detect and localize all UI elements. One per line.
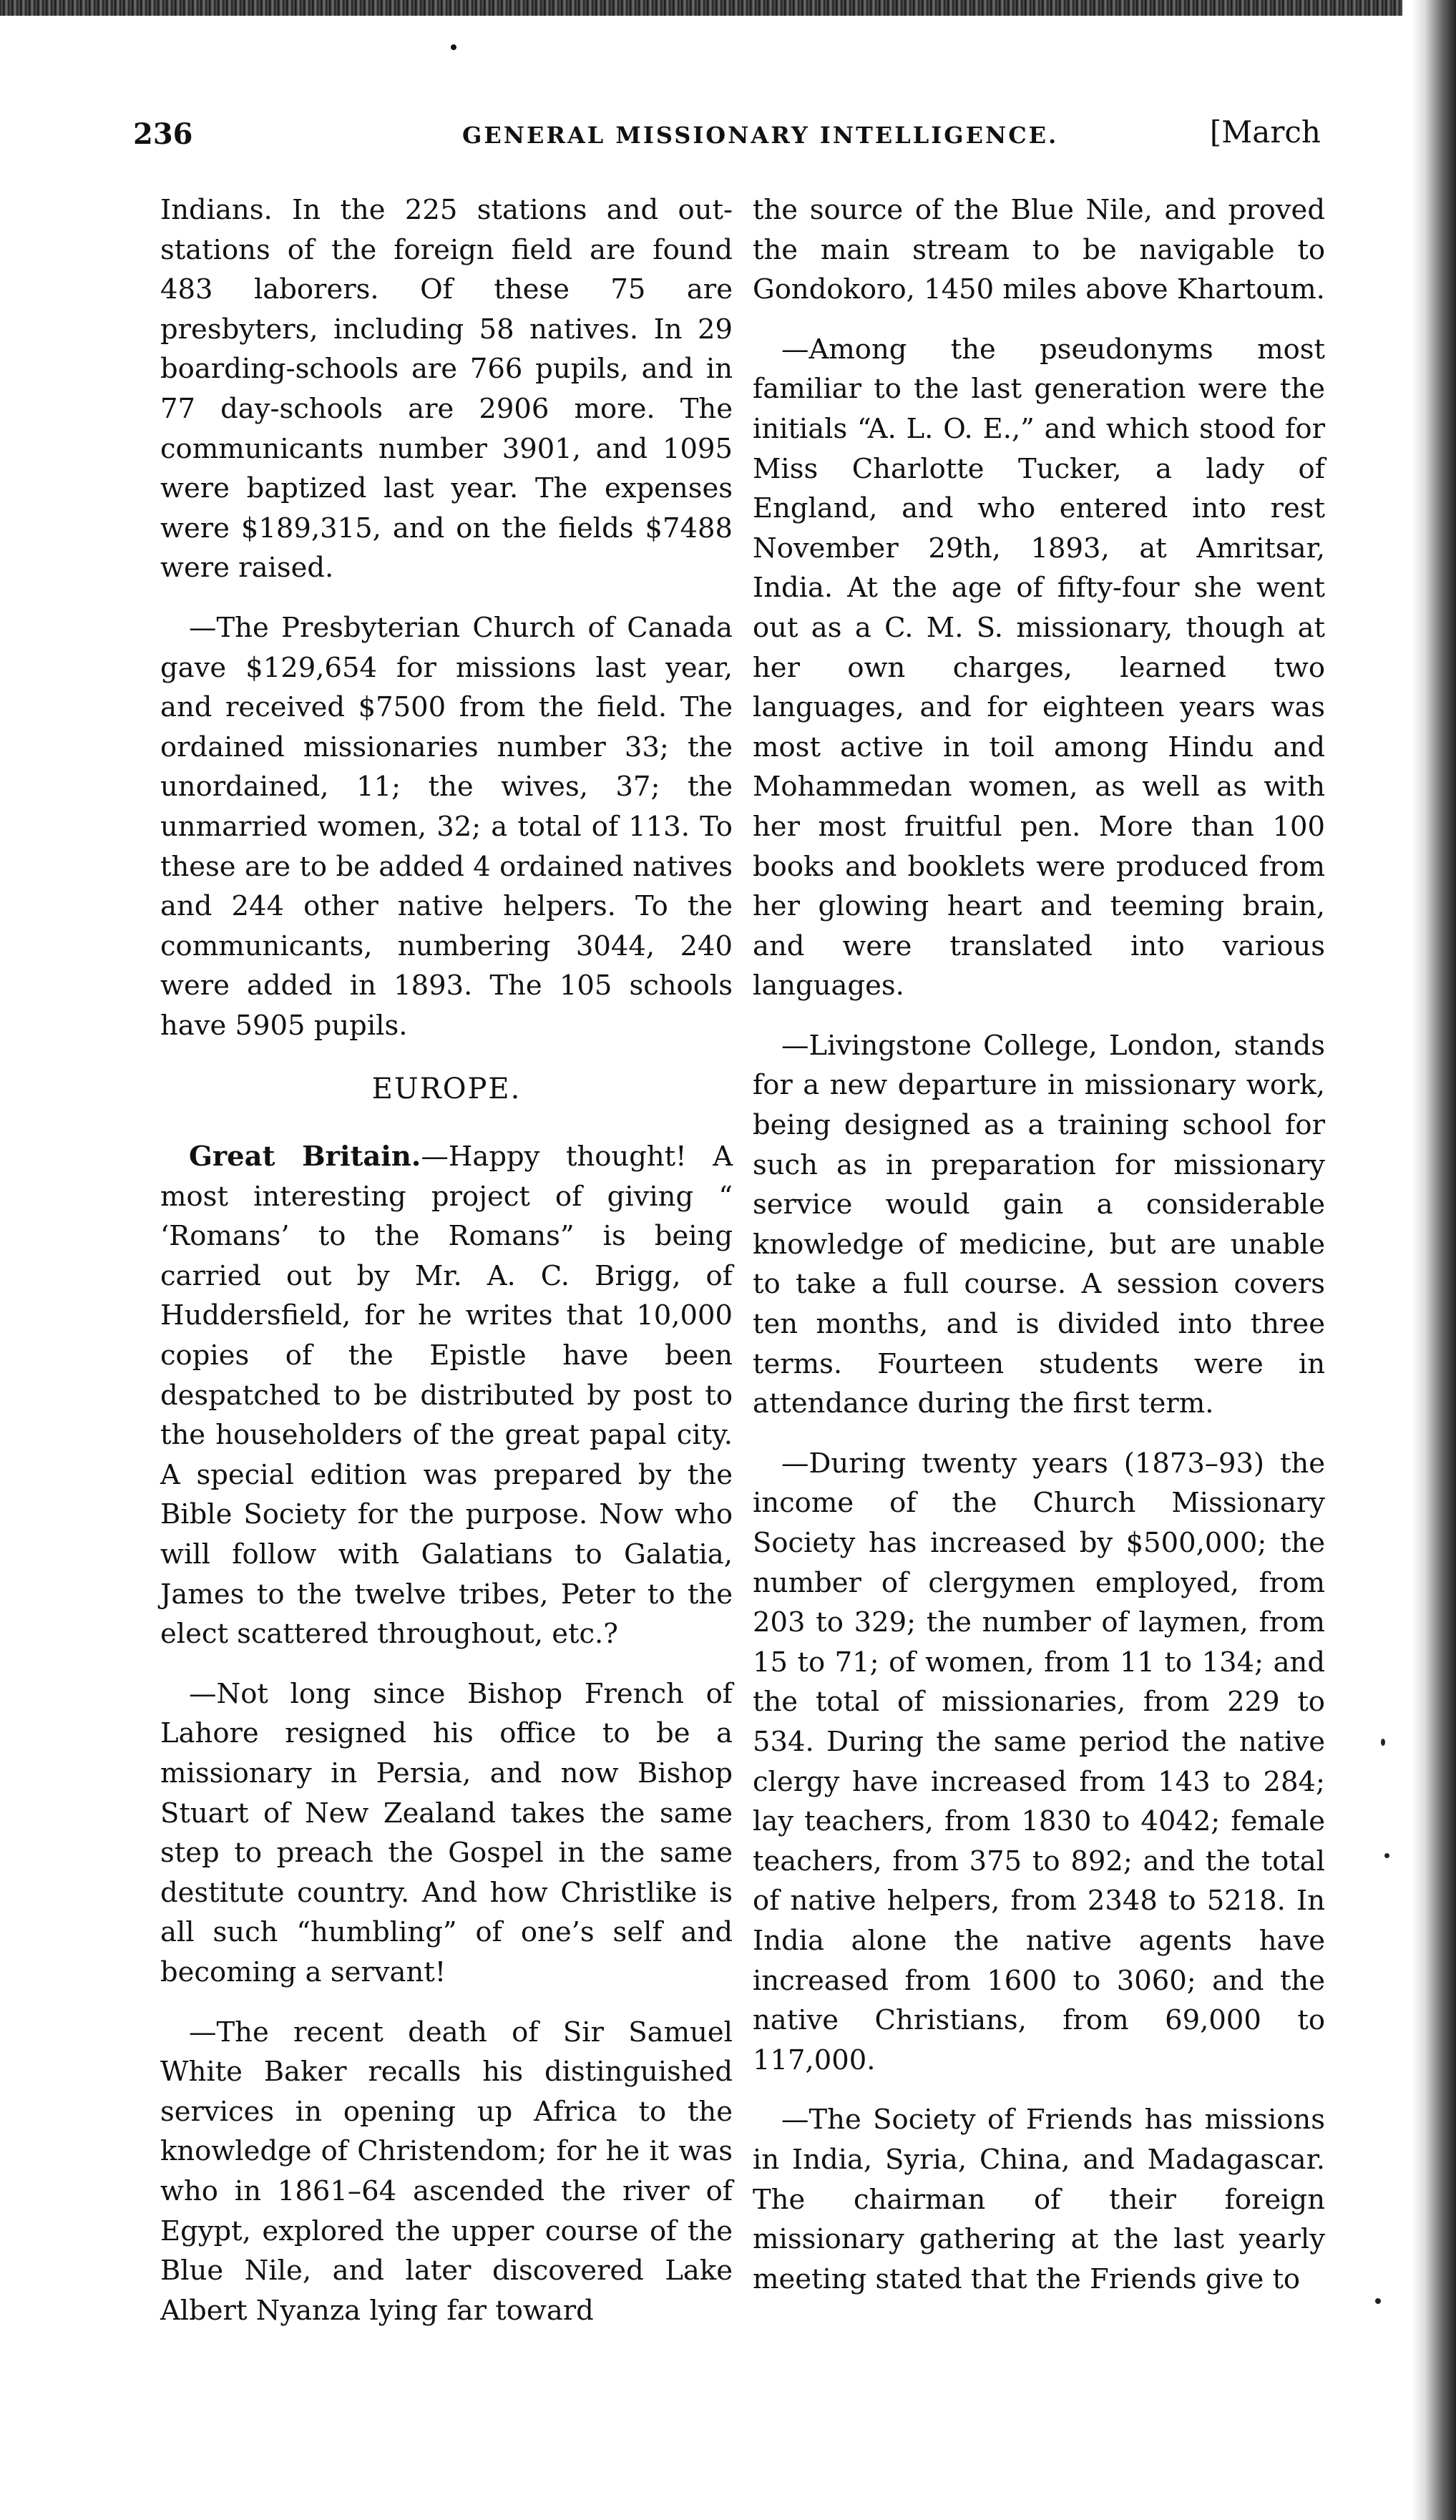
- paragraph: —During twenty years (1873–93) the income of the Church Missionary Society has increased by $500,000; the number of clergymen employed, from 203 to 329; the number of laymen, from 15 to 71; of women, from 11 to 134; and the total of missionaries, from 229 to 534. During the same period the native clergy have increased from 143 to 284; lay teachers, from 1830 to 4042; female teachers, from 375 to 892; and the total of native helpers, from 2348 to 5218. In India alone the native agents have increased from 1600 to 3060; and the native Christians, from 69,000 to 117,000.: [753, 1447, 1325, 2076]
- scan-right-edge: [1412, 0, 1456, 2520]
- right-column: [753, 190, 1325, 2319]
- scan-speck: [1384, 1853, 1389, 1858]
- left-column: [160, 190, 733, 2350]
- paragraph-text: —Happy thought! A most interesting project of giving “ ‘Romans’ to the Romans” is being carried out by Mr. A. C. Brigg, of Huddersfield, for he writes that 10,000 copies of the Epistle have been despatched to be distributed by post to the householders of the great papal city. A special edition was prepared by the Bible Society for the purpose. Now who will follow with Galatians to Galatia, James to the twelve tribes, Peter to the elect scattered throughout, etc.?: [160, 1141, 733, 1651]
- running-head: GENERAL MISSIONARY INTELLIGENCE.: [462, 122, 1059, 149]
- scan-speck: [451, 44, 456, 50]
- issue-month: [March: [1209, 114, 1321, 150]
- page-number: 236: [133, 117, 193, 151]
- paragraph: —Livingstone College, London, stands for a new departure in missionary work, being designed as a training school for such as in preparation for missionary service would gain a considerable knowledge of medicine, but are unable to take a full course. A session covers ten months, and is divided into three terms. Fourteen students were in attendance during the first term.: [753, 1029, 1325, 1420]
- paragraph: —Not long since Bishop French of Lahore resigned his office to be a missionary in Persia, and now Bishop Stuart of New Zealand takes the same step to preach the Gospel in the same destitute country. And how Christlike is all such “humbling” of one’s self and becoming a servant!: [160, 1677, 733, 1988]
- scan-speck: [1375, 2298, 1381, 2304]
- paragraph: —The recent death of Sir Samuel White Baker recalls his distinguished services in opening up Africa to the knowledge of Christendom; for he it was who in 1861–64 ascended the river of Egypt, explored the upper course of the Blue Nile, and later discovered Lake Albert Nyanza lying far toward: [160, 2016, 733, 2327]
- run-in-heading: Great Britain.: [189, 1141, 421, 1173]
- scan-top-edge: [0, 0, 1402, 16]
- paragraph: [160, 1137, 733, 1654]
- paragraph: —Among the pseudonyms most familiar to the last generation were the initials “A. L. O. E.,” and which stood for Miss Charlotte Tucker, a lady of England, and who entered into rest November 29th, 1893, at Amritsar, India. At the age of fifty-four she went out as a C. M. S. missionary, though at her own charges, learned two languages, and for eighteen years was most active in toil among Hindu and Mohammedan women, as well as with her most fruitful pen. More than 100 books and booklets were produced from her glowing heart and teeming brain, and were translated into various languages.: [753, 333, 1325, 1002]
- section-heading: EUROPE.: [371, 1073, 522, 1106]
- page-header: [133, 114, 1321, 160]
- scan-speck: [1381, 1739, 1385, 1746]
- paragraph: Indians. In the 225 stations and out-stations of the foreign field are found 483 laborers. Of these 75 are presbyters, including 58 natives. In 29 boarding-schools are 766 pupils, and in 77 day-schools are 2906 more. The communicants number 3901, and 1095 were baptized last year. The expenses were $189,315, and on the fields $7488 were raised.: [160, 194, 733, 585]
- paragraph: —The Society of Friends has missions in India, Syria, China, and Madagascar. The chairman of their foreign missionary gathering at the last yearly meeting stated that the Friends give to: [753, 2104, 1325, 2295]
- paragraph: —The Presbyterian Church of Canada gave $129,654 for missions last year, and received $7500 from the field. The ordained missionaries number 33; the unordained, 11; the wives, 37; the unmarried women, 32; a total of 113. To these are to be added 4 ordained natives and 244 other native helpers. To the communicants, numbering 3044, 240 were added in 1893. The 105 schools have 5905 pupils.: [160, 611, 733, 1042]
- paragraph: the source of the Blue Nile, and proved the main stream to be navigable to Gondokoro, 1450 miles above Khartoum.: [753, 194, 1325, 306]
